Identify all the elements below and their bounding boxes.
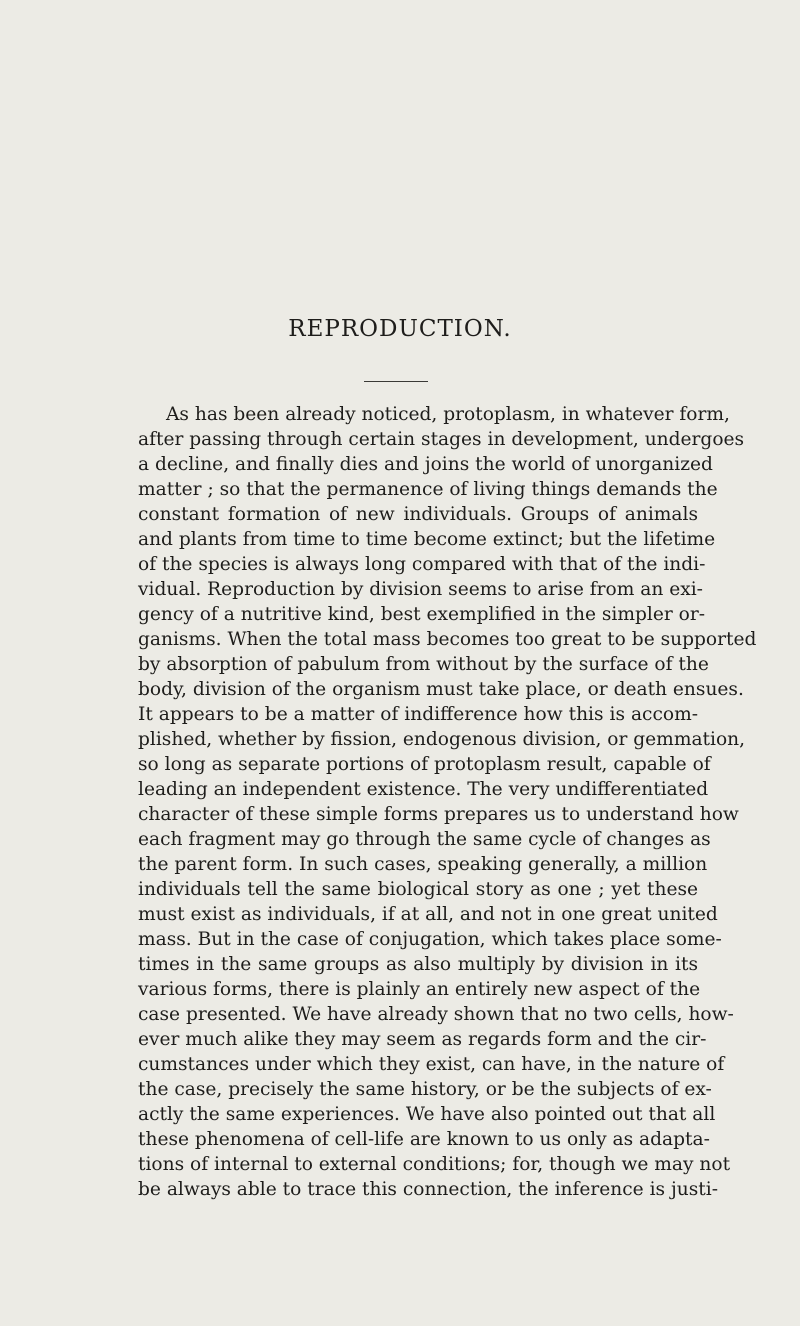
text-line: constant formation of new individuals. Groups of animals — [138, 504, 698, 525]
text-line: these phenomena of cell-life are known to us only as adapta- — [138, 1129, 710, 1150]
text-line: mass. But in the case of conjugation, which takes place some- — [138, 929, 722, 950]
text-line: be always able to trace this connection, the inference is justi- — [138, 1179, 718, 1200]
text-line: matter ; so that the permanence of living things demands the — [138, 479, 718, 500]
text-line: ganisms. When the total mass becomes too great to be supported — [138, 629, 757, 650]
text-line: ever much alike they may seem as regards form and the cir- — [138, 1029, 707, 1050]
text-line: of the species is always long compared with that of the indi- — [138, 554, 706, 575]
text-line: times in the same groups as also multiply by division in its — [138, 954, 698, 975]
text-line: the case, precisely the same history, or be the subjects of ex- — [138, 1079, 712, 1100]
text-line: vidual. Reproduction by division seems to arise from an exi- — [138, 579, 703, 600]
text-line: after passing through certain stages in development, undergoes — [138, 429, 745, 450]
text-line: by absorption of pabulum from without by the surface of the — [138, 654, 709, 675]
text-line: It appears to be a matter of indifference how this is accom- — [138, 704, 698, 725]
text-line: and plants from time to time become extinct; but the lifetime — [138, 529, 716, 550]
text-line: must exist as individuals, if at all, and not in one great united — [138, 904, 718, 925]
text-line: each fragment may go through the same cycle of changes as — [138, 829, 711, 850]
text-line: leading an independent existence. The very undifferentiated — [138, 779, 709, 800]
text-line: the parent form. In such cases, speaking generally, a million — [138, 854, 708, 875]
text-line: tions of internal to external conditions; for, though we may not — [138, 1154, 731, 1175]
text-line: body, division of the organism must take place, or death ensues. — [138, 679, 744, 700]
text-line: character of these simple forms prepares us to understand how — [138, 804, 739, 825]
heading-rule — [364, 381, 428, 382]
text-line: so long as separate portions of protoplasm result, capable of — [138, 754, 711, 775]
text-line: case presented. We have already shown that no two cells, how- — [138, 1004, 734, 1025]
text-line: various forms, there is plainly an entirely new aspect of the — [138, 979, 701, 1000]
text-line: individuals tell the same biological story as one ; yet these — [138, 879, 698, 900]
text-line: As has been already noticed, protoplasm, in whatever form, — [166, 404, 730, 425]
chapter-heading: REPRODUCTION. — [288, 316, 512, 342]
text-line: gency of a nutritive kind, best exemplified in the simpler or- — [138, 604, 706, 625]
text-line: actly the same experiences. We have also pointed out that all — [138, 1104, 716, 1125]
text-line: plished, whether by fission, endogenous division, or gemmation, — [138, 729, 746, 750]
text-line: cumstances under which they exist, can have, in the nature of — [138, 1054, 725, 1075]
text-line: a decline, and finally dies and joins the world of unorganized — [138, 454, 713, 475]
